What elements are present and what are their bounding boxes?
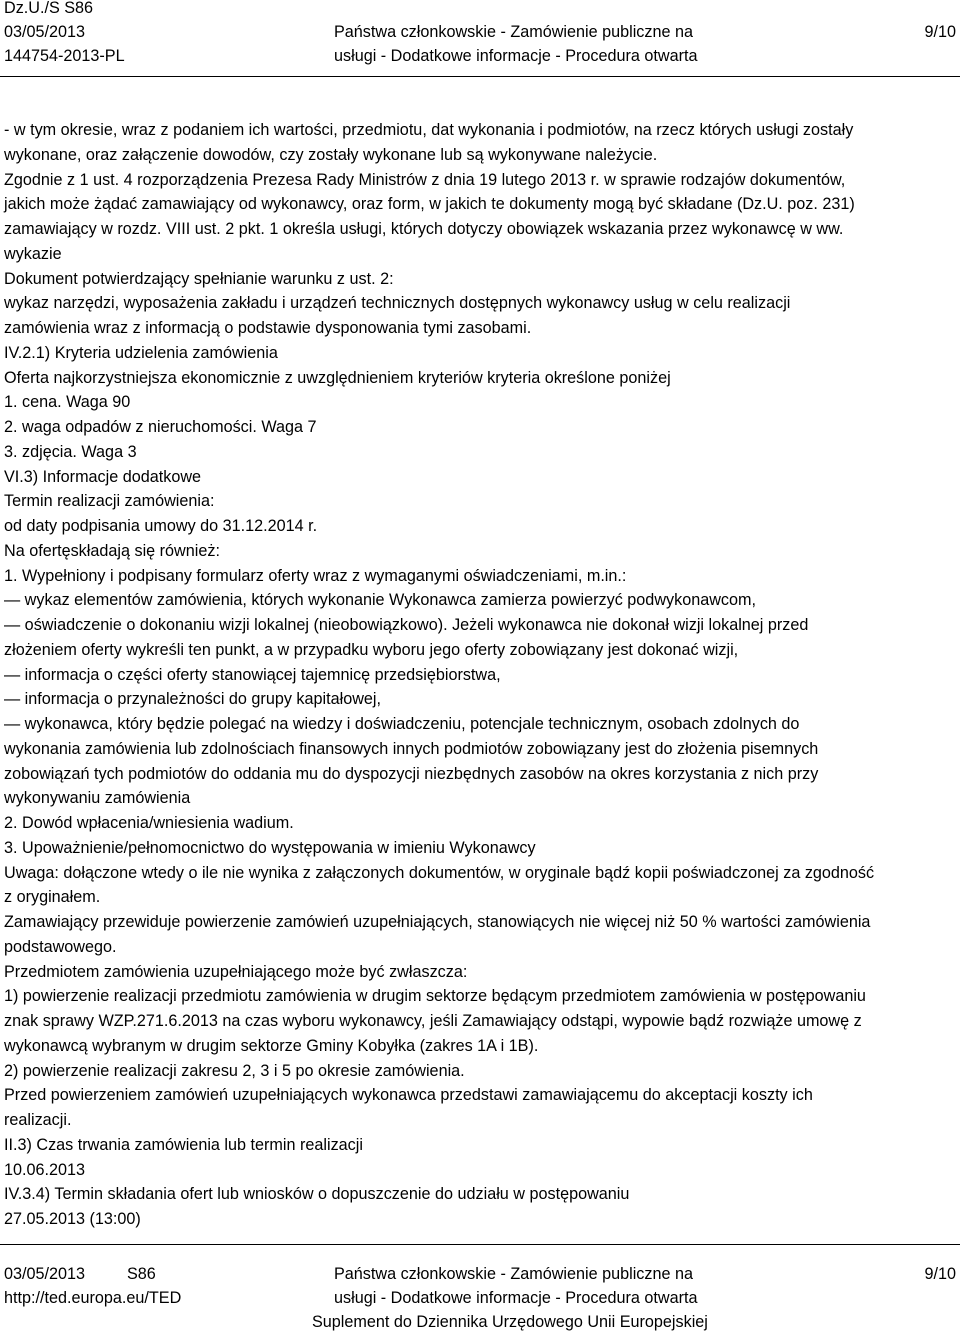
body-line: podstawowego. bbox=[4, 937, 117, 956]
body-line: - w tym okresie, wraz z podaniem ich wartości, przedmiotu, dat wykonania i podmiotów, na rzecz których usługi zostały bbox=[4, 121, 854, 139]
body-line: wykonane, oraz załączenie dowodów, czy zostały wykonane lub są wykonywane należycie. bbox=[4, 145, 658, 164]
body-line: Zgodnie z 1 ust. 4 rozporządzenia Prezesa Rady Ministrów z dnia 19 lutego 2013 r. w sprawie rodzajów dokumentów, bbox=[4, 170, 846, 189]
header-ref: 144754-2013-PL bbox=[4, 47, 125, 65]
body-line: zobowiązań tych podmiotów do oddania mu do dyspozycji niezbędnych zasobów na okres korzystania z nich przy bbox=[4, 764, 819, 783]
body-line: 2. Dowód wpłacenia/wniesienia wadium. bbox=[4, 814, 294, 832]
body-line: Przed powierzeniem zamówień uzupełniających wykonawca przedstawi zamawiającemu do akceptacji koszty ich bbox=[4, 1086, 813, 1105]
doc-id: Dz.U./S S86 bbox=[4, 0, 94, 17]
footer-page-number: 9/10 bbox=[924, 1265, 956, 1283]
body-line: — informacja o przynależności do grupy kapitałowej, bbox=[4, 690, 381, 709]
body-line: IV.3.4) Termin składania ofert lub wniosków o dopuszczenie do udziału w postępowaniu bbox=[4, 1185, 630, 1204]
body-line: jakich może żądać zamawiający od wykonawcy, oraz form, w jakich te dokumenty mogą być składane (Dz.U. poz. 231) bbox=[4, 195, 855, 214]
body-line: Uwaga: dołączone wtedy o ile nie wynika z załączonych dokumentów, w oryginale bądź kopii poświadczonej za zgodność bbox=[4, 863, 875, 882]
body-line: Zamawiający przewiduje powierzenie zamówień uzupełniających, stanowiących nie więcej niż 50 % wartości zamówienia bbox=[4, 913, 871, 931]
body-line: od daty podpisania umowy do 31.12.2014 r. bbox=[4, 517, 318, 535]
body-line: 3. zdjęcia. Waga 3 bbox=[4, 442, 137, 461]
body-line: — wykonawca, który będzie polegać na wiedzy i doświadczeniu, potencjale technicznym, osobach zdolnych do bbox=[4, 715, 800, 733]
footer-divider bbox=[0, 1244, 960, 1245]
body-line: zamówienia wraz z informacją o podstawie dysponowania tymi zasobami. bbox=[4, 319, 532, 337]
header-date: 03/05/2013 bbox=[4, 23, 86, 41]
body-line: wykazie bbox=[4, 244, 62, 263]
body-line: wykonywaniu zamówienia bbox=[4, 789, 191, 808]
body-line: 3. Upoważnienie/pełnomocnictwo do występowania w imieniu Wykonawcy bbox=[4, 838, 536, 857]
footer-url: http://ted.europa.eu/TED bbox=[4, 1289, 182, 1307]
footer-date: 03/05/2013 bbox=[4, 1265, 86, 1283]
body-line: 2. waga odpadów z nieruchomości. Waga 7 bbox=[4, 418, 317, 436]
header-title-line2: usługi - Dodatkowe informacje - Procedura otwarta bbox=[334, 47, 698, 65]
body-line: Dokument potwierdzający spełnianie warunku z ust. 2: bbox=[4, 269, 394, 288]
header-page-number: 9/10 bbox=[924, 23, 956, 41]
body-line: 2) powierzenie realizacji zakresu 2, 3 i 5 po okresie zamówienia. bbox=[4, 1061, 465, 1080]
body-line: Na ofertęskładają się również: bbox=[4, 541, 220, 560]
body-line: IV.2.1) Kryteria udzielenia zamówienia bbox=[4, 343, 278, 362]
body-line: II.3) Czas trwania zamówienia lub termin realizacji bbox=[4, 1135, 363, 1154]
body-line: wykaz narzędzi, wyposażenia zakładu i urządzeń technicznych dostępnych wykonawcy usług w celu realizacji bbox=[4, 294, 791, 313]
body-line: Termin realizacji zamówienia: bbox=[4, 492, 215, 511]
body-line: złożeniem oferty wykreśli ten punkt, a w przypadku wyboru jego oferty zobowiązany jest dokonać wizji, bbox=[4, 640, 739, 659]
page-footer bbox=[0, 1246, 960, 1334]
body-line: VI.3) Informacje dodatkowe bbox=[4, 467, 202, 486]
footer-title-line2: usługi - Dodatkowe informacje - Procedura otwarta bbox=[334, 1289, 698, 1307]
page-header bbox=[0, 0, 960, 75]
footer-title-line3: Suplement do Dziennika Urzędowego Unii Europejskiej bbox=[312, 1313, 708, 1331]
body-line: 27.05.2013 (13:00) bbox=[4, 1210, 141, 1228]
footer-title-line1: Państwa członkowskie - Zamówienie publiczne na bbox=[334, 1265, 693, 1283]
body-line: wykonawcą wybranym w drugim sektorze Gminy Kobyłka (zakres 1A i 1B). bbox=[4, 1036, 539, 1055]
body-line: znak sprawy WZP.271.6.2013 na czas wyboru wykonawcy, jeśli Zamawiający odstąpi, wypowie bądź rozwiąże umowę z bbox=[4, 1012, 862, 1030]
body-line: z oryginałem. bbox=[4, 888, 101, 907]
footer-series: S86 bbox=[127, 1265, 156, 1283]
body-line: 1) powierzenie realizacji przedmiotu zamówienia w drugim sektorze będącym przedmiotem zamówienia w postępowaniu bbox=[4, 987, 866, 1006]
body-line: Przedmiotem zamówienia uzupełniającego może być zwłaszcza: bbox=[4, 962, 468, 981]
header-divider bbox=[0, 76, 960, 77]
body-line: — oświadczenie o dokonaniu wizji lokalnej (nieobowiązkowo). Jeżeli wykonawca nie dokonał wizji lokalnej przed bbox=[4, 616, 809, 634]
body-line: 1. cena. Waga 90 bbox=[4, 393, 131, 412]
body-line: — wykaz elementów zamówienia, których wykonanie Wykonawca zamierza powierzyć podwykonawcom, bbox=[4, 591, 756, 610]
body-line: 10.06.2013 bbox=[4, 1160, 86, 1179]
body-line: Oferta najkorzystniejsza ekonomicznie z uwzględnieniem kryteriów kryteria określone poniżej bbox=[4, 368, 671, 387]
header-title-line1: Państwa członkowskie - Zamówienie publiczne na bbox=[334, 23, 693, 41]
body-line: zamawiający w rozdz. VIII ust. 2 pkt. 1 określa usługi, których dotyczy obowiązek wskazania przez wykonawcę w ww. bbox=[4, 220, 844, 238]
body-line: realizacji. bbox=[4, 1111, 72, 1129]
body-line: 1. Wypełniony i podpisany formularz oferty wraz z wymaganymi oświadczeniami, m.in.: bbox=[4, 566, 627, 585]
document-body bbox=[4, 118, 956, 1232]
body-line: — informacja o części oferty stanowiącej tajemnicę przedsiębiorstwa, bbox=[4, 665, 501, 684]
body-line: wykonania zamówienia lub zdolnościach finansowych innych podmiotów zobowiązany jest do złożenia pisemnych bbox=[4, 739, 819, 758]
